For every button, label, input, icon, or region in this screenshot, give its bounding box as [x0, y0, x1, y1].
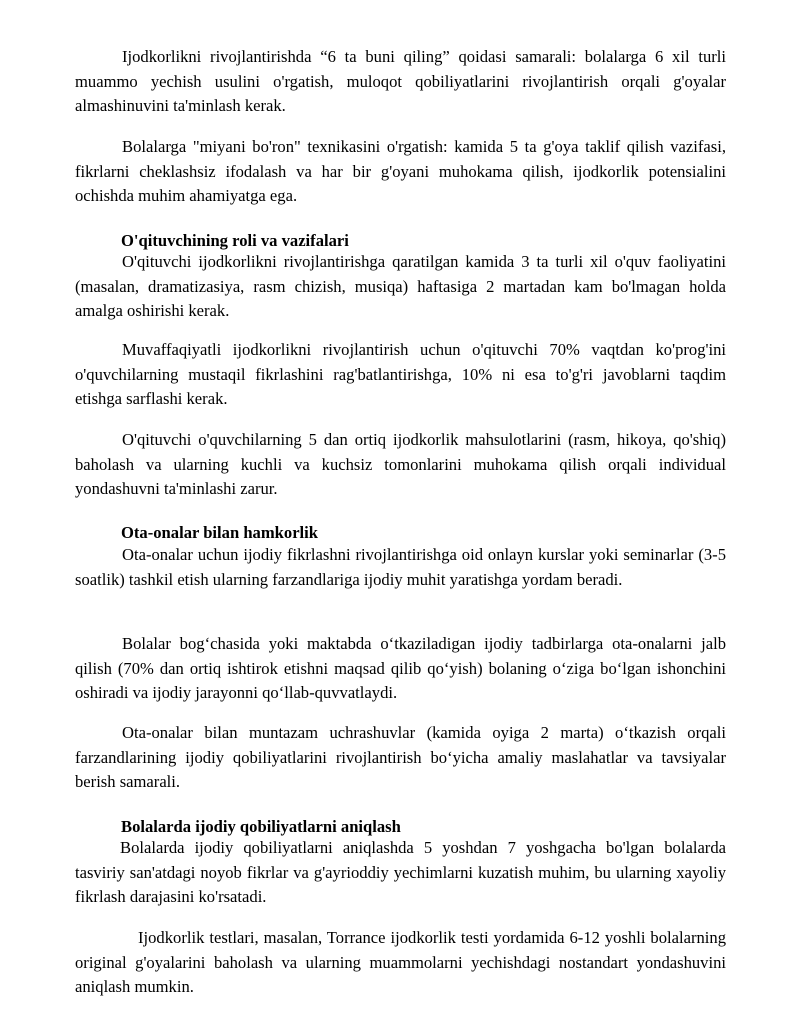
paragraph-parent-courses: Ota-onalar uchun ijodiy fikrlashni rivojlantirishga oid onlayn kurslar yoki seminarlar (3-5 soatlik) tashkil etish ularning farzandlariga ijodiy muhit yaratishga yordam beradi. [75, 545, 726, 589]
paragraph-creativity-tests: Ijodkorlik testlari, masalan, Torrance ijodkorlik testi yordamida 6-12 yoshli bolalarning original g'oyalarini baholash va ularning muammolarni yechishdagi nostandart yondashuvini aniqlash mumkin. [75, 928, 726, 996]
paragraph-teacher-time: Muvaffaqiyatli ijodkorlikni rivojlantirish uchun o'qituvchi 70% vaqtdan ko'prog'ini o'quvchilarning mustaqil fikrlashini rag'batlantirishga, 10% ni esa to'g'ri javoblarni taqdim etishga sarflashi kerak. [75, 340, 726, 408]
paragraph-teacher-activities: O'qituvchi ijodkorlikni rivojlantirishga qaratilgan kamida 3 ta turli xil o'quv faoliyatini (masalan, dramatizasiya, rasm chizish, musiqa) haftasiga 2 martadan kam bo'lmagan holda amalga oshirishi kerak. [75, 252, 726, 320]
paragraph-teacher-evaluation: O'qituvchi o'quvchilarning 5 dan ortiq ijodkorlik mahsulotlarini (rasm, hikoya, qo'shiq) baholash va ularning kuchli va kuchsiz tomonlarini muhokama qilish orqali individual yondashuvni ta'minlashi zarur. [75, 430, 726, 498]
heading-teacher-role: O'qituvchining roli va vazifalari [121, 231, 349, 250]
paragraph-observing-children: Bolalarda ijodiy qobiliyatlarni aniqlashda 5 yoshdan 7 yoshgacha bo'lgan bolalarda tasviriy san'atdagi noyob fikrlar va g'ayrioddiy yechimlarni kuzatish muhim, bu ularning xayoliy fikrlash darajasini ko'rsatadi. [75, 838, 726, 906]
paragraph-brainstorm-technique: Bolalarga "miyani bo'ron" texnikasini o'rgatish: kamida 5 ta g'oya taklif qilish vazifasi, fikrlarni cheklashsiz ifodalash va har bir g'oyani muhokama qilish, ijodkorlik potensialini ochishda muhim ahamiyatga ega. [75, 137, 726, 205]
heading-identifying-abilities: Bolalarda ijodiy qobiliyatlarni aniqlash [121, 817, 401, 836]
paragraph-parent-meetings: Ota-onalar bilan muntazam uchrashuvlar (kamida oyiga 2 marta) o‘tkazish orqali farzandlarining ijodiy qobiliyatlarini rivojlantirish bo‘yicha amaliy maslahatlar va tavsiyalar berish samarali. [75, 723, 726, 791]
heading-parent-cooperation: Ota-onalar bilan hamkorlik [121, 523, 319, 542]
paragraph-parent-events: Bolalar bog‘chasida yoki maktabda o‘tkaziladigan ijodiy tadbirlarga ota-onalarni jalb qilish (70% dan ortiq ishtirok etishni maqsad qilib qo‘yish) bolaning o‘ziga bo‘lgan ishonchini oshiradi va ijodiy jarayonni qo‘llab-quvvatlaydi. [75, 634, 726, 702]
paragraph-creativity-rule: Ijodkorlikni rivojlantirishda “6 ta buni qiling” qoidasi samarali: bolalarga 6 xil turli muammo yechish usulini o'rgatish, muloqot qobiliyatlarini rivojlantirish orqali g'oyalar almashinuvini ta'minlash kerak. [75, 47, 726, 115]
